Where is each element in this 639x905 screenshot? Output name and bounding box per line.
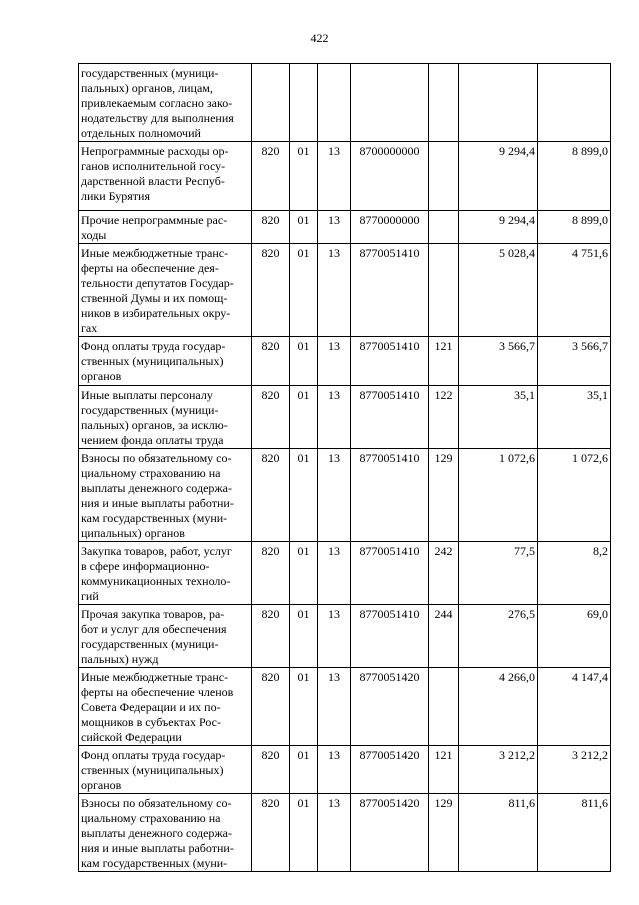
cell-name: Взносы по обязательному со- циальному страхованию на выплаты денежного содержа- ния и иные выплаты работни- кам государственных (муни- <box>79 794 252 872</box>
cell-sum-2: 3 566,7 <box>538 337 611 386</box>
cell-rz: 01 <box>290 211 318 244</box>
cell-vr <box>429 211 459 244</box>
cell-pr: 13 <box>318 211 351 244</box>
table-row <box>79 337 611 386</box>
cell-sum-1: 5 028,4 <box>459 244 538 337</box>
cell-pr: 13 <box>318 605 351 668</box>
cell-ved: 820 <box>252 386 290 449</box>
cell-ved: 820 <box>252 211 290 244</box>
cell-pr: 13 <box>318 142 351 211</box>
table-row <box>79 244 611 337</box>
cell-csr: 8770000000 <box>351 211 429 244</box>
cell-csr <box>351 64 429 142</box>
cell-vr: 129 <box>429 449 459 542</box>
cell-rz: 01 <box>290 337 318 386</box>
table-row <box>79 746 611 794</box>
cell-sum-1: 3 566,7 <box>459 337 538 386</box>
cell-sum-1: 811,6 <box>459 794 538 872</box>
cell-sum-2: 8 899,0 <box>538 142 611 211</box>
cell-ved: 820 <box>252 746 290 794</box>
budget-table <box>78 63 611 872</box>
cell-csr: 8770051410 <box>351 386 429 449</box>
table-row <box>79 794 611 872</box>
cell-sum-2 <box>538 64 611 142</box>
cell-vr <box>429 64 459 142</box>
cell-rz: 01 <box>290 449 318 542</box>
cell-sum-1: 3 212,2 <box>459 746 538 794</box>
cell-vr: 122 <box>429 386 459 449</box>
cell-vr: 121 <box>429 746 459 794</box>
cell-name: Фонд оплаты труда государ- ственных (муниципальных) органов <box>79 746 252 794</box>
cell-csr: 8770051410 <box>351 337 429 386</box>
cell-sum-2: 8 899,0 <box>538 211 611 244</box>
cell-ved: 820 <box>252 449 290 542</box>
cell-csr: 8770051410 <box>351 605 429 668</box>
cell-name: Иные межбюджетные транс- ферты на обеспечение дея- тельности депутатов Государ- ственной Думы и их помощ- ников в избирательных окру- гах <box>79 244 252 337</box>
cell-sum-2: 4 751,6 <box>538 244 611 337</box>
cell-rz: 01 <box>290 746 318 794</box>
cell-name: Иные выплаты персоналу государственных (муници- пальных) органов, за исклю- чением фонда оплаты труда <box>79 386 252 449</box>
cell-rz: 01 <box>290 668 318 746</box>
cell-sum-2: 4 147,4 <box>538 668 611 746</box>
cell-vr: 242 <box>429 542 459 605</box>
table-row <box>79 542 611 605</box>
table-body <box>79 64 611 872</box>
cell-vr: 244 <box>429 605 459 668</box>
cell-pr: 13 <box>318 542 351 605</box>
cell-vr <box>429 668 459 746</box>
cell-rz: 01 <box>290 605 318 668</box>
cell-ved <box>252 64 290 142</box>
cell-sum-2: 3 212,2 <box>538 746 611 794</box>
table-row <box>79 668 611 746</box>
cell-sum-1: 276,5 <box>459 605 538 668</box>
cell-sum-1: 9 294,4 <box>459 142 538 211</box>
cell-pr: 13 <box>318 668 351 746</box>
cell-rz <box>290 64 318 142</box>
cell-sum-2: 69,0 <box>538 605 611 668</box>
table-row <box>79 449 611 542</box>
cell-csr: 8770051420 <box>351 746 429 794</box>
cell-rz: 01 <box>290 244 318 337</box>
table-row <box>79 386 611 449</box>
cell-ved: 820 <box>252 244 290 337</box>
cell-sum-1 <box>459 64 538 142</box>
cell-csr: 8770051420 <box>351 668 429 746</box>
cell-pr: 13 <box>318 746 351 794</box>
cell-csr: 8770051410 <box>351 542 429 605</box>
cell-name: Фонд оплаты труда государ- ственных (муниципальных) органов <box>79 337 252 386</box>
cell-sum-1: 1 072,6 <box>459 449 538 542</box>
cell-sum-1: 77,5 <box>459 542 538 605</box>
table-row <box>79 142 611 211</box>
cell-ved: 820 <box>252 542 290 605</box>
cell-sum-1: 35,1 <box>459 386 538 449</box>
cell-rz: 01 <box>290 142 318 211</box>
cell-vr: 121 <box>429 337 459 386</box>
cell-pr: 13 <box>318 386 351 449</box>
cell-sum-1: 4 266,0 <box>459 668 538 746</box>
cell-rz: 01 <box>290 386 318 449</box>
cell-pr: 13 <box>318 449 351 542</box>
cell-name: Прочие непрограммные рас- ходы <box>79 211 252 244</box>
cell-rz: 01 <box>290 794 318 872</box>
cell-ved: 820 <box>252 605 290 668</box>
cell-sum-2: 8,2 <box>538 542 611 605</box>
cell-rz: 01 <box>290 542 318 605</box>
cell-name: Прочая закупка товаров, ра- бот и услуг для обеспечения государственных (муници- пальных) нужд <box>79 605 252 668</box>
cell-vr <box>429 244 459 337</box>
cell-ved: 820 <box>252 142 290 211</box>
cell-pr: 13 <box>318 244 351 337</box>
cell-name: Непрограммные расходы ор- ганов исполнительной госу- дарственной власти Респуб- лики Бурятия <box>79 142 252 211</box>
cell-csr: 8770051410 <box>351 449 429 542</box>
table-row <box>79 605 611 668</box>
table-row <box>79 64 611 142</box>
table-row <box>79 211 611 244</box>
cell-name: Взносы по обязательному со- циальному страхованию на выплаты денежного содержа- ния и иные выплаты работни- кам государственных (муни- ципальных) органов <box>79 449 252 542</box>
cell-name: Закупка товаров, работ, услуг в сфере информационно- коммуникационных техноло- гий <box>79 542 252 605</box>
cell-pr: 13 <box>318 794 351 872</box>
cell-sum-1: 9 294,4 <box>459 211 538 244</box>
cell-name: государственных (муници- пальных) органов, лицам, привлекаемым согласно зако- нодательству для выполнения отдельных полномочий <box>79 64 252 142</box>
cell-sum-2: 35,1 <box>538 386 611 449</box>
cell-pr <box>318 64 351 142</box>
cell-sum-2: 1 072,6 <box>538 449 611 542</box>
cell-csr: 8770051420 <box>351 794 429 872</box>
cell-ved: 820 <box>252 337 290 386</box>
cell-pr: 13 <box>318 337 351 386</box>
page-number: 422 <box>310 31 329 45</box>
cell-vr <box>429 142 459 211</box>
cell-csr: 8770051410 <box>351 244 429 337</box>
cell-csr: 8700000000 <box>351 142 429 211</box>
cell-ved: 820 <box>252 794 290 872</box>
cell-ved: 820 <box>252 668 290 746</box>
cell-name: Иные межбюджетные транс- ферты на обеспечение членов Совета Федерации и их по- мощников в субъектах Рос- сийской Федерации <box>79 668 252 746</box>
cell-sum-2: 811,6 <box>538 794 611 872</box>
cell-vr: 129 <box>429 794 459 872</box>
